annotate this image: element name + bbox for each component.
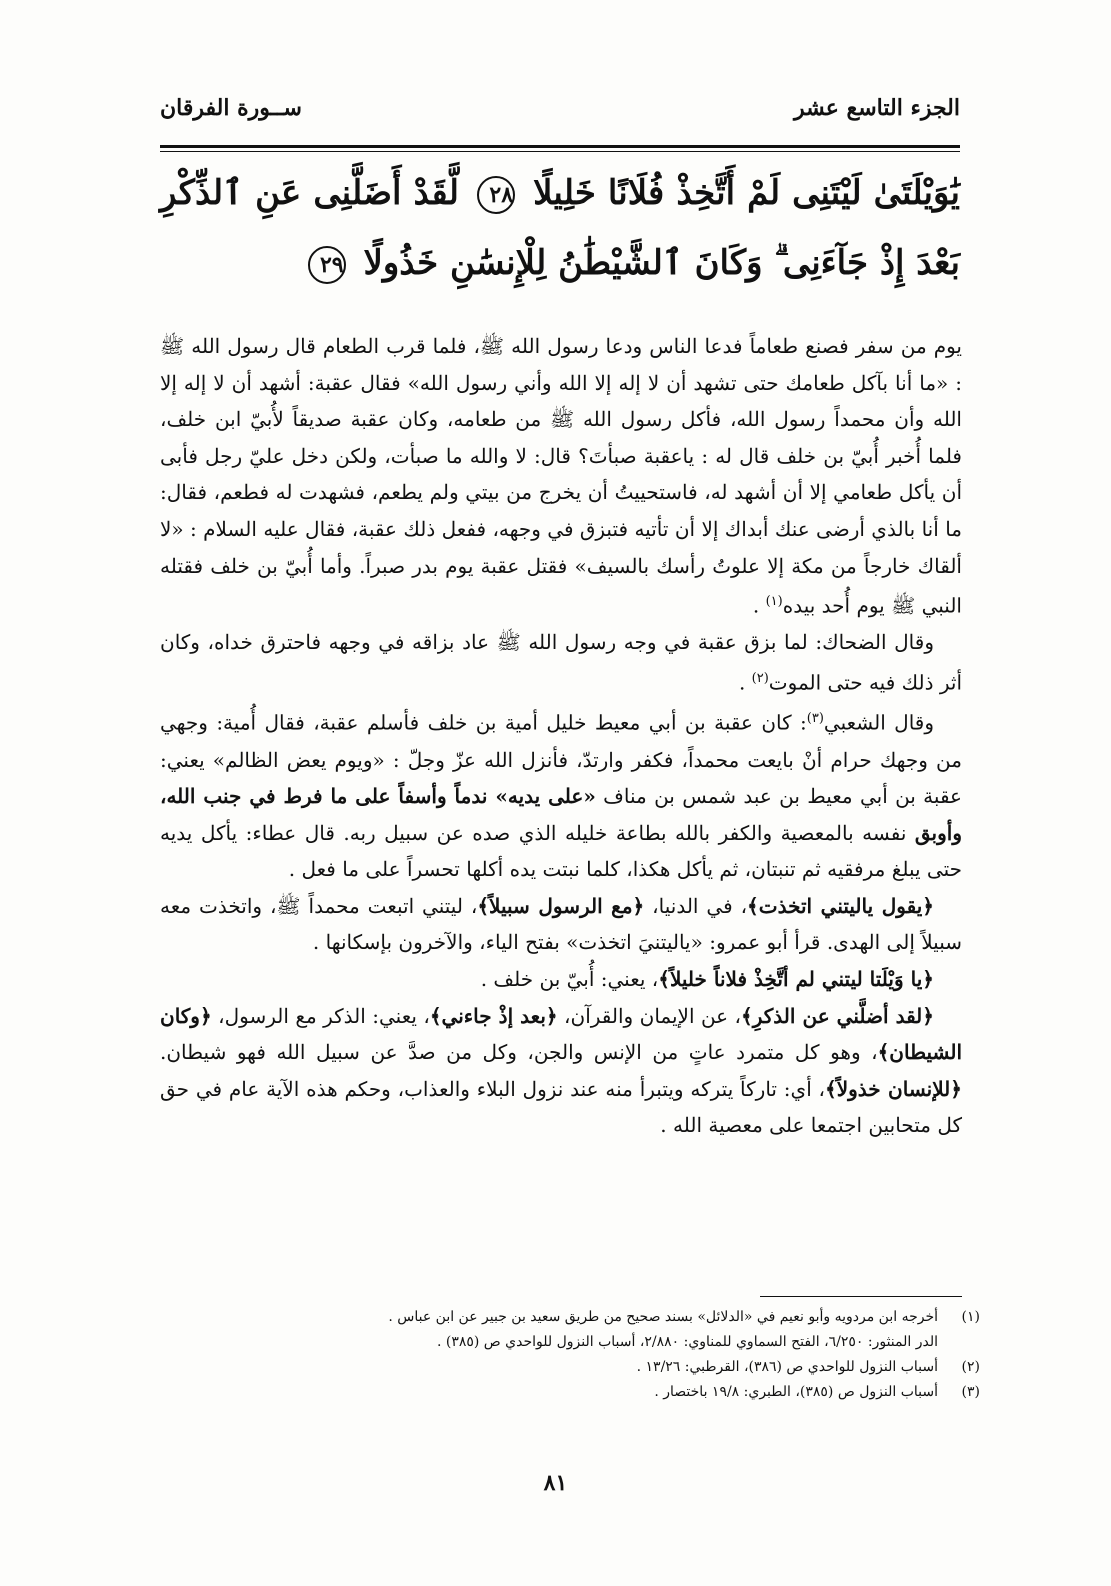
verse-29-text: لَّقَدْ أَضَلَّنِى عَنِ ٱلذِّكْرِ بَعْدَ إِذْ جَآءَنِى ۗ وَكَانَ ٱلشَّيْطَٰنُ لِلْإِنسَٰنِ خَذُولًا xyxy=(160,173,960,283)
ayah-number-marker: ٢٩ xyxy=(308,246,346,284)
verse-quote: ﴿يقول ياليتني اتخذت﴾ xyxy=(747,893,934,918)
paragraph xyxy=(160,961,962,998)
verse-28-text: يَٰوَيْلَتَىٰ لَيْتَنِى لَمْ أَتَّخِذْ فُلَانًا خَلِيلًا xyxy=(533,173,960,213)
paragraph xyxy=(160,888,962,961)
tafsir-body xyxy=(160,328,962,1144)
footnote-text: أسباب النزول للواحدي ص (٣٨٦)، القرطبي: ١٣/٢٦ . xyxy=(636,1359,938,1375)
paragraph-text: ، ليتني اتبعت محمداً ﷺ، واتخذت معه سبيلاً إلى الهدى. قرأ أبو عمرو: «ياليتنيَ اتخذت» بفتح الياء، والآخرون بإسكانها . xyxy=(160,893,962,955)
footnote-number: (٢) xyxy=(961,1359,980,1375)
paragraph-text: ، أي: تاركاً يتركه ويتبرأ منه عند نزول البلاء والعذاب، وحكم هذه الآية عام في حق كل متحابين اجتمعا على معصية الله . xyxy=(160,1076,962,1138)
footnotes xyxy=(200,1305,980,1405)
paragraph-text: ، وهو كل متمرد عاتٍ من الإنس والجن، وكل من صدَّ عن سبيل الله فهو شيطان. xyxy=(160,1040,878,1065)
verse-quote: ﴿مع الرسول سبيلاً﴾ xyxy=(477,893,645,918)
footnote-separator xyxy=(760,1296,962,1297)
verse-quote: ﴿لقد أضلَّني عن الذكرِ﴾ xyxy=(741,1003,934,1028)
paragraph-text: : كان عقبة بن أبي معيط خليل أمية بن خلف فأسلم عقبة، فقال أُمية: وجهي من وجهك حرام أنْ بايعت محمداً، فكفر وارتدّ، فأنزل الله عزّ وجلّ : «ويوم يعض الظالم» يعني: عقبة بن أبي معيط بن عبد شمس بن مناف xyxy=(160,710,962,809)
footnote-ref: (١) xyxy=(765,594,783,610)
footnote-ref: (٢) xyxy=(751,671,769,686)
paragraph-text: يوم من سفر فصنع طعاماً فدعا الناس ودعا رسول الله ﷺ، فلما قرب الطعام قال رسول الله ﷺ : «ما أنا بآكل طعامك حتى تشهد أن لا إله إلا الله وأني رسول الله» فقال عقبة: أشهد أن لا إله إلا الله وأن محمداً رسول الله، فأكل رسول الله ﷺ من طعامه، وكان عقبة صديقاً لأُبيّ ابن خلف، فلما أُخبر أُبيّ بن خلف قال له : ياعقبة صبأتَ؟ قال: لا والله ما صبأت، ولكن دخل عليّ رجل فأبى أن يأكل طعامي إلا أن أشهد له، فاستحييتُ أن يخرج من بيتي ولم يطعم، فشهدت له فطعم، فقال: ما أنا بالذي أرضى عنك أبداك إلا أن تأتيه فتبزق في وجهه، ففعل ذلك عقبة، فقال عليه السلام : «لا ألقاك خارجاً من مكة إلا علوتُ رأسك بالسيف» فقتل عقبة يوم بدر صبراً. وأما أُبيّ بن خلف فقتله النبي ﷺ يوم أُحد بيده xyxy=(160,334,963,618)
juz-title: الجزء التاسع عشر xyxy=(793,95,960,121)
running-header xyxy=(160,95,960,135)
paragraph-text: ، يعني: الذكر مع الرسول، xyxy=(211,1003,430,1028)
verse-quote: ﴿للإنسان خذولاً﴾ xyxy=(825,1076,962,1101)
paragraph-text: ، يعني: أُبيّ بن خلف . xyxy=(480,967,659,992)
paragraph xyxy=(160,624,962,701)
paragraph-text: نفسه بالمعصية والكفر بالله بطاعة خليله الذي صده عن سبيل ربه. قال عطاء: يأكل يديه حتى يبلغ مرفقيه ثم تنبتان، ثم يأكل هكذا، كلما نبتت يده أكلها تحسراً على ما فعل . xyxy=(160,820,962,882)
verse-quote: ﴿بعد إذْ جاءني﴾ xyxy=(429,1003,558,1028)
quran-verses xyxy=(160,158,960,298)
verse-quote: ﴿يا وَيْلَتا ليتني لم أتَّخِذْ فلاناً خليلاً﴾ xyxy=(658,967,934,992)
page-number: ٨١ xyxy=(543,1470,568,1496)
footnote xyxy=(200,1355,980,1380)
paragraph xyxy=(160,701,962,888)
paragraph-text: . xyxy=(738,670,752,695)
footnote-text: الدر المنثور: ٦/٢٥٠، الفتح السماوي للمناوي: ٢/٨٨٠، أسباب النزول للواحدي ص (٣٨٥) . xyxy=(436,1334,938,1350)
header-rule-thin xyxy=(160,151,960,152)
footnote-spacer xyxy=(938,1330,980,1355)
footnote-number: (٣) xyxy=(961,1384,980,1400)
ayah-number-marker: ٢٨ xyxy=(477,176,515,214)
footnote-ref: (٣) xyxy=(806,711,824,727)
footnote-text: أسباب النزول ص (٣٨٥)، الطبري: ١٩/٨ باختصار . xyxy=(654,1384,938,1400)
verse-quote: ﴿وكان الشيطان﴾ xyxy=(160,1003,963,1065)
paragraph-text: ، عن الإيمان والقرآن، xyxy=(557,1003,741,1028)
footnote-text: أخرجه ابن مردويه وأبو نعيم في «الدلائل» بسند صحيح من طريق سعيد بن جبير عن ابن عباس . xyxy=(388,1309,938,1325)
footnote-continued xyxy=(200,1330,980,1355)
footnote-number: (١) xyxy=(961,1309,980,1325)
footnote xyxy=(200,1305,980,1330)
paragraph-text: ، في الدنيا، xyxy=(644,893,748,918)
surah-title: ســورة الفرقان xyxy=(160,95,302,121)
paragraph-text: . xyxy=(752,593,766,618)
bold-quote: «على يديه» xyxy=(495,784,596,809)
footnote xyxy=(200,1380,980,1405)
paragraph xyxy=(160,328,962,624)
paragraph-text: وقال الضحاك: لما بزق عقبة في وجه رسول الله ﷺ عاد بزاقه في وجهه فاحترق خداه، وكان أثر ذلك فيه حتى الموت xyxy=(160,630,962,695)
header-rule-thick xyxy=(160,145,960,148)
bold-text: ندماً وأسفاً على ما فرط في جنب الله، وأوبق xyxy=(160,784,962,845)
paragraph xyxy=(160,998,962,1144)
paragraph-text: وقال الشعبي xyxy=(823,710,935,735)
